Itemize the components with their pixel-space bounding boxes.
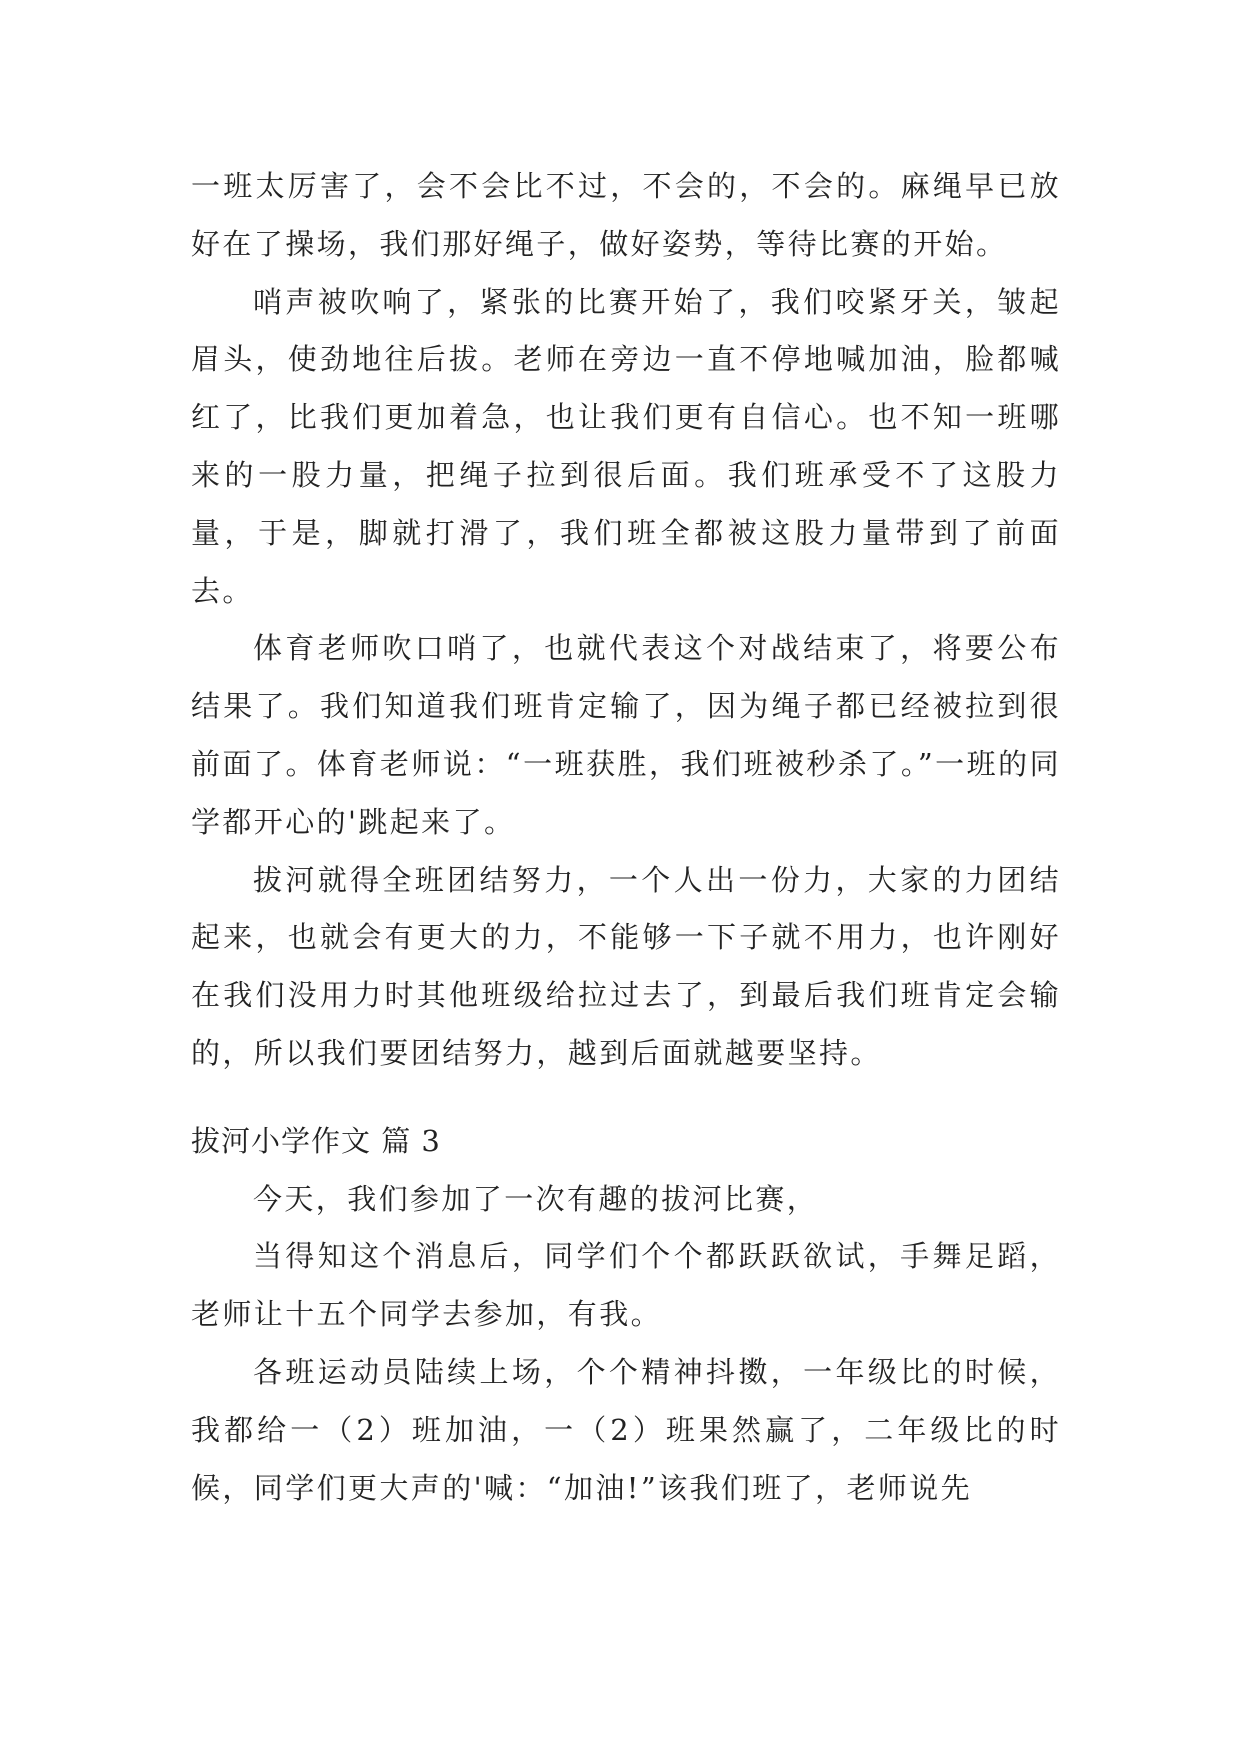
paragraph: 体育老师吹口哨了，也就代表这个对战结束了，将要公布结果了。我们知道我们班肯定输了，因为绳子都已经被拉到很前面了。体育老师说：“一班获胜，我们班被秒杀了。”一班的同学都开心的'跳起来了。 [191, 631, 1061, 839]
paragraph: 各班运动员陆续上场，个个精神抖擞，一年级比的时候，我都给一（2）班加油，一（2）班果然赢了，二年级比的时候，同学们更大声的'喊：“加油!”该我们班了，老师说先 [191, 1354, 1061, 1505]
paragraph: 一班太厉害了，会不会比不过，不会的，不会的。麻绳早已放好在了操场，我们那好绳子，做好姿势，等待比赛的开始。 [191, 169, 1061, 261]
paragraph: 当得知这个消息后，同学们个个都跃跃欲试，手舞足蹈，老师让十五个同学去参加，有我。 [191, 1239, 1061, 1332]
paragraph: 今天，我们参加了一次有趣的拔河比赛， [253, 1181, 819, 1216]
document-body [191, 158, 1061, 1517]
paragraph: 拔河就得全班团结努力，一个人出一份力，大家的力团结起来，也就会有更大的力，不能够一下子就不用力，也许刚好在我们没用力时其他班级给拉过去了，到最后我们班肯定会输的，所以我们要团结努力，越到后面就越要坚持。 [191, 862, 1061, 1070]
paragraph: 哨声被吹响了，紧张的比赛开始了，我们咬紧牙关，皱起眉头，使劲地往后拔。老师在旁边一直不停地喊加油，脸都喊红了，比我们更加着急，也让我们更有自信心。也不知一班哪来的一股力量，把绳子拉到很后面。我们班承受不了这股力量，于是，脚就打滑了，我们班全都被这股力量带到了前面去。 [191, 284, 1061, 608]
section-heading: 拔河小学作文 篇 3 [191, 1123, 441, 1158]
